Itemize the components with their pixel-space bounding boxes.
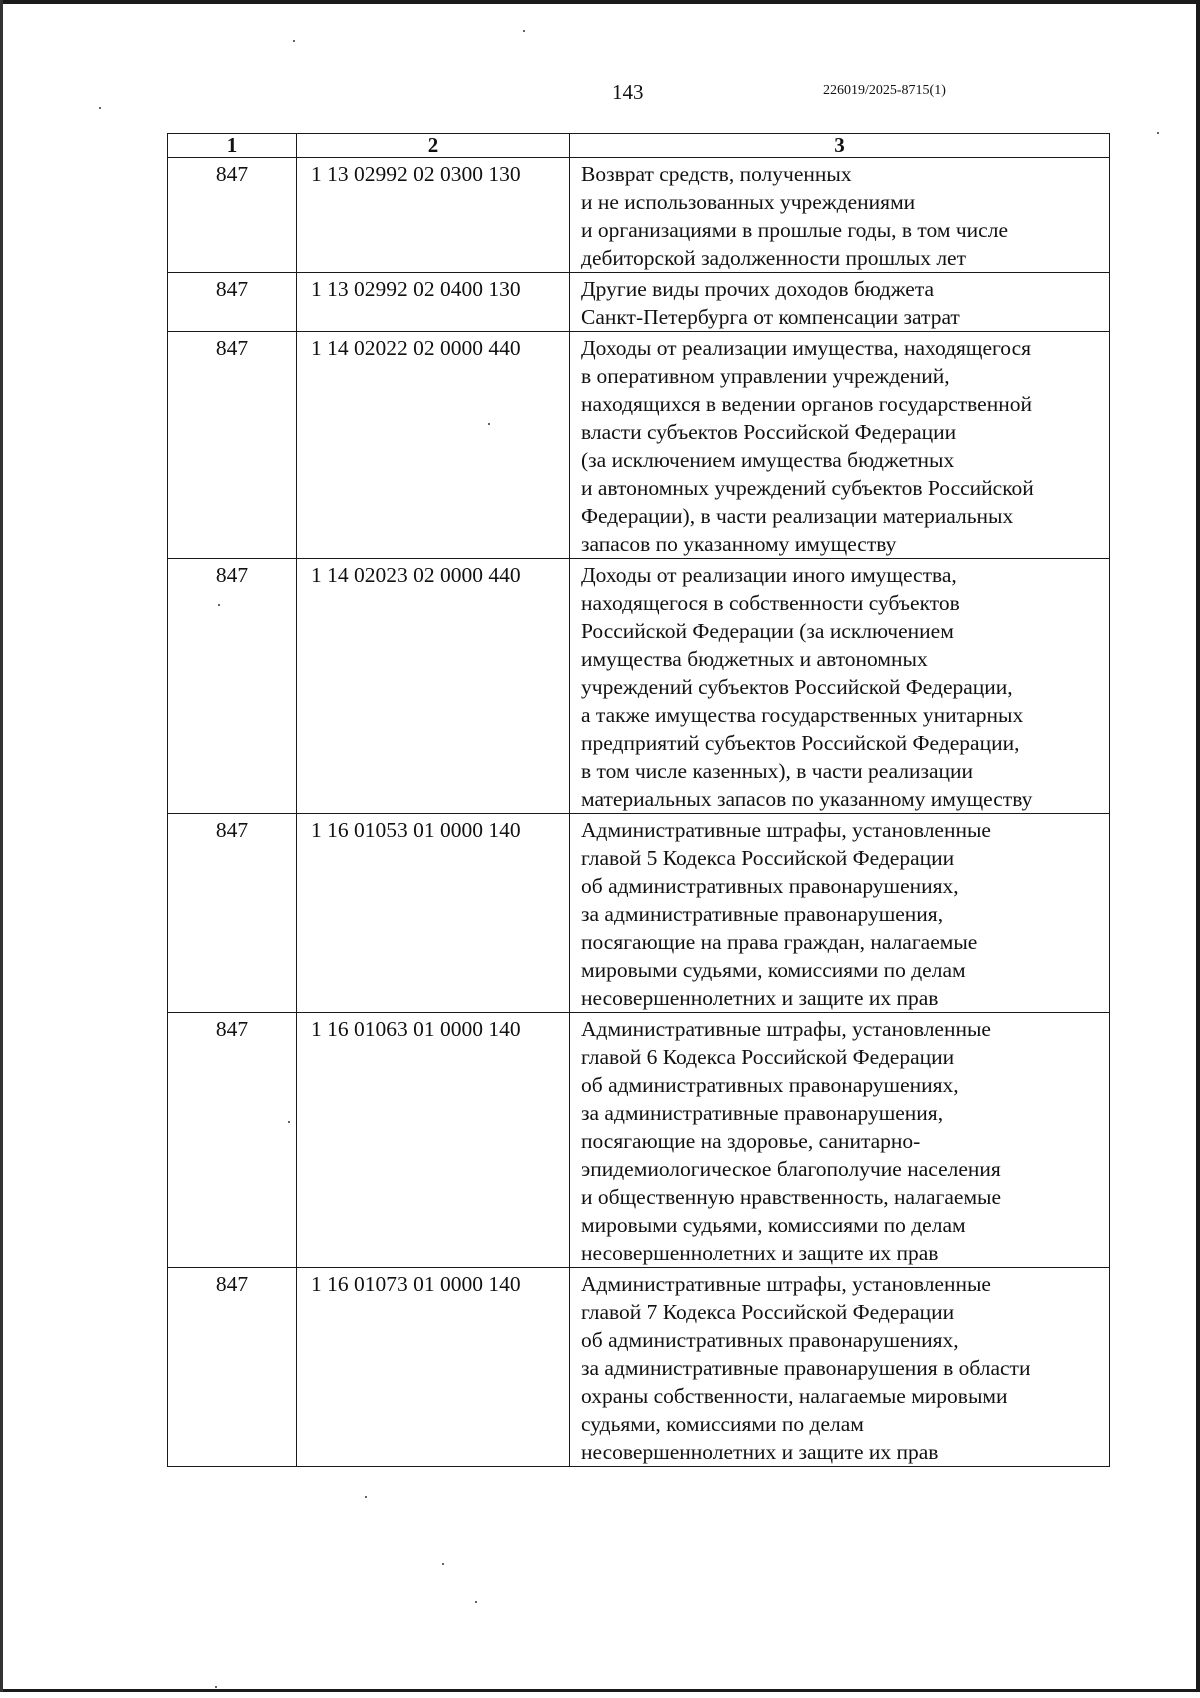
description-line: и не использованных учреждениями xyxy=(581,190,916,214)
description-line: находящихся в ведении органов государственной xyxy=(581,392,1032,416)
table-header-row xyxy=(168,134,1110,158)
description-line: (за исключением имущества бюджетных xyxy=(581,448,955,472)
description-line: судьями, комиссиями по делам xyxy=(581,1412,864,1436)
scan-border-bottom xyxy=(0,1689,1200,1692)
description-line: эпидемиологическое благополучие населения xyxy=(581,1157,1001,1181)
table-row xyxy=(168,273,1110,332)
description-line: власти субъектов Российской Федерации xyxy=(581,420,957,444)
description-line: главой 7 Кодекса Российской Федерации xyxy=(581,1300,955,1324)
description-line: за административные правонарушения, xyxy=(581,902,944,926)
revenue-code-cell: 1 16 01073 01 0000 140 xyxy=(297,1268,570,1467)
description-line: об административных правонарушениях, xyxy=(581,874,959,898)
scan-border-right xyxy=(1196,0,1200,1692)
description-cell xyxy=(570,1268,1110,1467)
scan-border-left xyxy=(0,0,3,1692)
description-line: охраны собственности, налагаемые мировыми xyxy=(581,1384,1008,1408)
column-header-2: 2 xyxy=(297,134,570,158)
description-line: несовершеннолетних и защите их прав xyxy=(581,1241,939,1265)
table-row xyxy=(168,332,1110,559)
scan-speck xyxy=(365,1496,367,1498)
description-cell xyxy=(570,814,1110,1013)
description-line: Российской Федерации (за исключением xyxy=(581,619,954,643)
description-line: об административных правонарушениях, xyxy=(581,1073,959,1097)
description-line: несовершеннолетних и защите их прав xyxy=(581,986,939,1010)
revenue-code-cell: 1 13 02992 02 0300 130 xyxy=(297,158,570,273)
table-row xyxy=(168,158,1110,273)
description-line: об административных правонарушениях, xyxy=(581,1328,959,1352)
description-line: запасов по указанному имуществу xyxy=(581,532,897,556)
scan-speck xyxy=(442,1563,444,1565)
revenue-code-cell: 1 13 02992 02 0400 130 xyxy=(297,273,570,332)
scan-speck xyxy=(1157,132,1159,134)
table-row xyxy=(168,814,1110,1013)
column-header-3: 3 xyxy=(570,134,1110,158)
description-line: и организациями в прошлые годы, в том числе xyxy=(581,218,1008,242)
table-row xyxy=(168,559,1110,814)
description-line: в оперативном управлении учреждений, xyxy=(581,364,950,388)
description-line: Возврат средств, полученных xyxy=(581,162,852,186)
revenue-code-cell: 1 14 02022 02 0000 440 xyxy=(297,332,570,559)
description-line: несовершеннолетних и защите их прав xyxy=(581,1440,939,1464)
description-cell xyxy=(570,559,1110,814)
revenue-code-cell: 1 16 01053 01 0000 140 xyxy=(297,814,570,1013)
description-line: находящегося в собственности субъектов xyxy=(581,591,960,615)
description-line: имущества бюджетных и автономных xyxy=(581,647,928,671)
description-line: главой 5 Кодекса Российской Федерации xyxy=(581,846,955,870)
document-reference: 226019/2025-8715(1) xyxy=(823,83,946,98)
scan-speck xyxy=(99,107,101,109)
admin-code-cell: 847 xyxy=(168,559,297,814)
description-line: посягающие на здоровье, санитарно- xyxy=(581,1129,921,1153)
revenue-code-cell: 1 16 01063 01 0000 140 xyxy=(297,1013,570,1268)
admin-code-cell: 847 xyxy=(168,814,297,1013)
description-line: главой 6 Кодекса Российской Федерации xyxy=(581,1045,955,1069)
column-header-1: 1 xyxy=(168,134,297,158)
description-line: Доходы от реализации имущества, находящегося xyxy=(581,336,1032,360)
description-line: Федерации), в части реализации материальных xyxy=(581,504,1014,528)
admin-code-cell: 847 xyxy=(168,273,297,332)
description-line: Административные штрафы, установленные xyxy=(581,1272,991,1296)
scan-border-top xyxy=(0,0,1200,4)
description-line: посягающие на права граждан, налагаемые xyxy=(581,930,978,954)
description-cell xyxy=(570,332,1110,559)
scan-speck xyxy=(523,30,525,32)
description-line: мировыми судьями, комиссиями по делам xyxy=(581,1213,966,1237)
description-line: и общественную нравственность, налагаемые xyxy=(581,1185,1002,1209)
page-number: 143 xyxy=(612,80,644,104)
description-line: учреждений субъектов Российской Федерации, xyxy=(581,675,1013,699)
description-line: предприятий субъектов Российской Федерации, xyxy=(581,731,1020,755)
description-cell xyxy=(570,1013,1110,1268)
revenue-code-cell: 1 14 02023 02 0000 440 xyxy=(297,559,570,814)
description-line: Санкт-Петербурга от компенсации затрат xyxy=(581,305,960,329)
table-body xyxy=(168,158,1110,1467)
description-line: Административные штрафы, установленные xyxy=(581,818,991,842)
description-line: Административные штрафы, установленные xyxy=(581,1017,991,1041)
admin-code-cell: 847 xyxy=(168,158,297,273)
scan-speck xyxy=(215,1686,217,1688)
description-line: материальных запасов по указанному имуществу xyxy=(581,787,1033,811)
description-cell xyxy=(570,158,1110,273)
scan-speck xyxy=(475,1601,477,1603)
description-line: а также имущества государственных унитарных xyxy=(581,703,1024,727)
admin-code-cell: 847 xyxy=(168,332,297,559)
scan-speck xyxy=(293,40,295,42)
table-row xyxy=(168,1013,1110,1268)
description-line: дебиторской задолженности прошлых лет xyxy=(581,246,966,270)
description-line: мировыми судьями, комиссиями по делам xyxy=(581,958,966,982)
description-line: за административные правонарушения в области xyxy=(581,1356,1031,1380)
description-line: и автономных учреждений субъектов Российской xyxy=(581,476,1034,500)
table-row xyxy=(168,1268,1110,1467)
revenue-codes-table xyxy=(167,133,1110,1467)
admin-code-cell: 847 xyxy=(168,1268,297,1467)
description-line: за административные правонарушения, xyxy=(581,1101,944,1125)
description-line: Доходы от реализации иного имущества, xyxy=(581,563,957,587)
description-line: Другие виды прочих доходов бюджета xyxy=(581,277,935,301)
description-line: в том числе казенных), в части реализации xyxy=(581,759,974,783)
description-cell xyxy=(570,273,1110,332)
admin-code-cell: 847 xyxy=(168,1013,297,1268)
